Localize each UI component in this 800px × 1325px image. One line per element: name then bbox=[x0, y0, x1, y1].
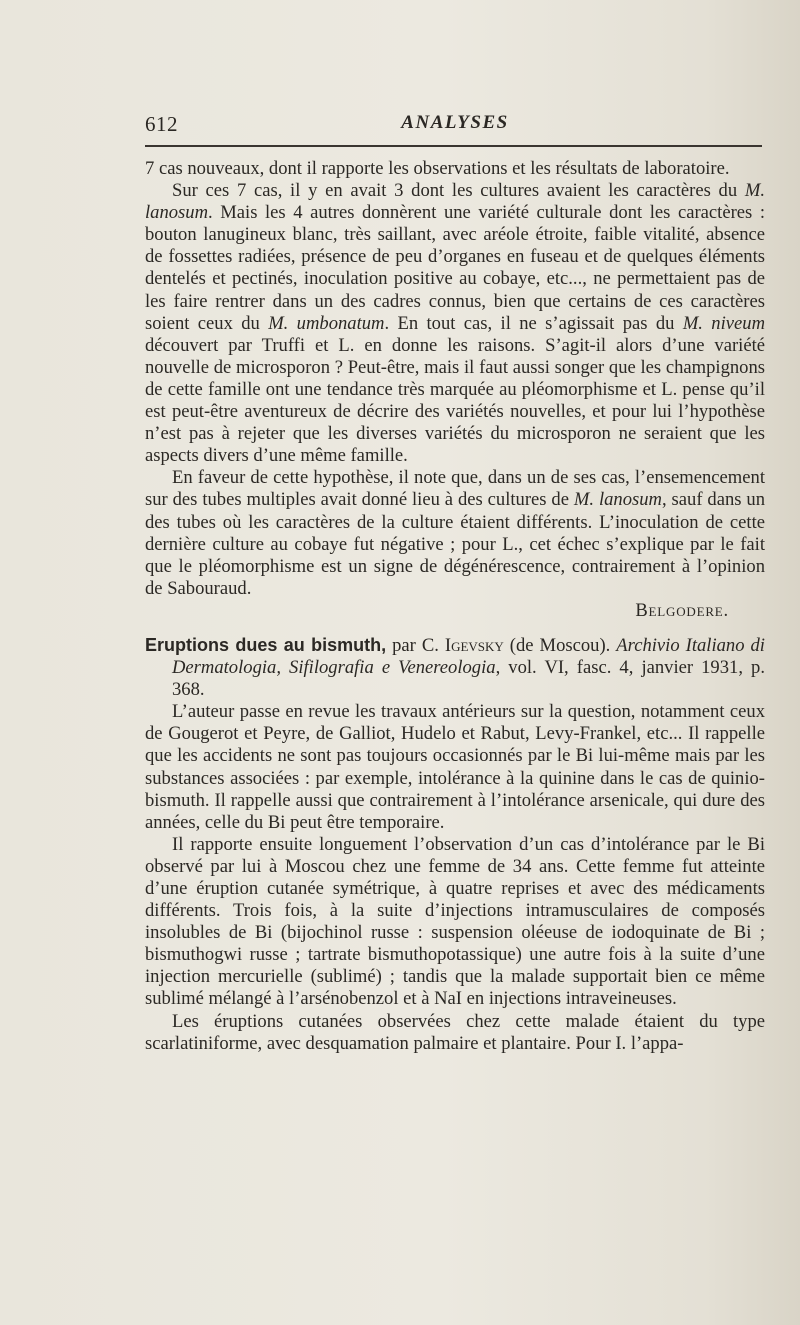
paragraph bbox=[145, 158, 765, 180]
paragraph bbox=[145, 1011, 765, 1055]
italic-term: M. lanosum bbox=[145, 180, 765, 224]
text-run: , sauf dans un des tubes où les caractères de la culture étaient différents. L’inoculation de cette dernière culture au cobaye fut négative ; pour L., cet échec s’explique par le fait que le pléomorphisme est un signe de dégénérescence, contrairement à l’opinion de Sabouraud. bbox=[145, 489, 766, 599]
paragraph bbox=[145, 701, 765, 834]
text-run: Sur ces 7 cas, il y en avait 3 dont les cultures avaient les caractères du bbox=[172, 180, 745, 202]
paragraph bbox=[145, 180, 765, 467]
article-gap bbox=[145, 622, 765, 634]
signature: Belgodere. bbox=[635, 599, 729, 621]
article-title: Eruptions dues au bismuth, bbox=[145, 634, 387, 655]
paragraph bbox=[145, 834, 765, 1011]
body-text bbox=[145, 158, 765, 1055]
paragraph bbox=[145, 467, 765, 600]
header-rule bbox=[145, 145, 762, 147]
italic-term: M. niveum bbox=[682, 312, 766, 334]
article-by: par C. bbox=[386, 634, 445, 656]
article-author: Igevsky bbox=[444, 634, 504, 656]
text-run: L’auteur passe en revue les travaux antérieurs sur la question, notamment ceux de Gougerot et Peyre, de Galliot, Hudelo et Rabut, Levy-Frankel, etc... Il rappelle que les accidents ne sont pas toujours occasionnés par le Bi lui-même mais par les substances associées : par exemple, intolérance à la quinine dans le cas de quinio-bismuth. Il rappelle aussi que contrairement à l’intolérance arsenicale, qui dure des années, celle du Bi peut être temporaire. bbox=[145, 701, 765, 833]
text-run: . Mais les 4 autres donnèrent une variété culturale dont les caractères : bouton lanugineux blanc, très saillant, avec aréole étroite, faible vitalité, absence de fossettes radiées, présence de peu d’organes en fuseau et de quelques éléments dentelés et pectinés, inoculation positive au cobaye, etc..., ne permettaient pas de les faire rentrer dans un des cadres connus, bien que certains de ces caractères soient ceux du bbox=[145, 202, 765, 334]
italic-term: M. umbonatum bbox=[268, 312, 385, 334]
text-run: En faveur de cette hypothèse, il note que, dans un de ses cas, l’ensemencement sur des tubes multiples avait donné lieu à des cultures de bbox=[145, 467, 765, 511]
text-run: découvert par Truffi et L. en donne les raisons. S’agit-il alors d’une variété nouvelle de microsporon ? Peut-être, mais il faut aussi songer que les champignons de cette famille ont une tendance très marquée au pléomorphisme et L. pense qu’il est peut-être aventureux de décrire des variétés nouvelles, et pour lui l’hypothèse n’est pas à rejeter que les diverses variétés du microsporon ne seraient que les aspects divers d’une même famille. bbox=[145, 334, 765, 467]
text-run: Il rapporte ensuite longuement l’observation d’un cas d’intolérance par le Bi observé par lui à Moscou chez une femme de 34 ans. Cette femme fut atteinte d’une éruption cutanée symétrique, à quatre reprises et avec des médicaments différents. Trois fois, à la suite d’injections intramusculaires de composés insolubles de Bi (bijochinol russe : suspension oléeuse de iodoquinate de Bi ; bismuthogwi russe ; tartrate bismuthopotassique) une autre fois à la suite d’une injection mercurielle (sublimé) ; tandis que la malade supportait bien ce même sublimé mélangé à l’arsénobenzol et à NaI en injections intraveineuses. bbox=[145, 833, 765, 1010]
article-journal: Archivio Italiano di Dermatologia, Sifilografia e Venereologia bbox=[172, 634, 765, 679]
running-title: ANALYSES bbox=[401, 112, 509, 133]
article-heading bbox=[145, 634, 765, 701]
page-header bbox=[145, 108, 765, 138]
text-run: Les éruptions cutanées observées chez cette malade étaient du type scarlatiniforme, avec desquamation palmaire et plantaire. Pour I. l’appa- bbox=[145, 1010, 765, 1054]
page-number: 612 bbox=[145, 112, 178, 136]
article-origin: (de Moscou). bbox=[503, 634, 617, 656]
italic-term: M. lanosum bbox=[573, 489, 662, 511]
article-reference: , vol. VI, fasc. 4, janvier 1931, p. 368. bbox=[172, 657, 765, 701]
text-run: 7 cas nouveaux, dont il rapporte les observations et les résultats de laboratoire. bbox=[145, 158, 730, 179]
text-run: . En tout cas, il ne s’agissait pas du bbox=[384, 312, 683, 334]
